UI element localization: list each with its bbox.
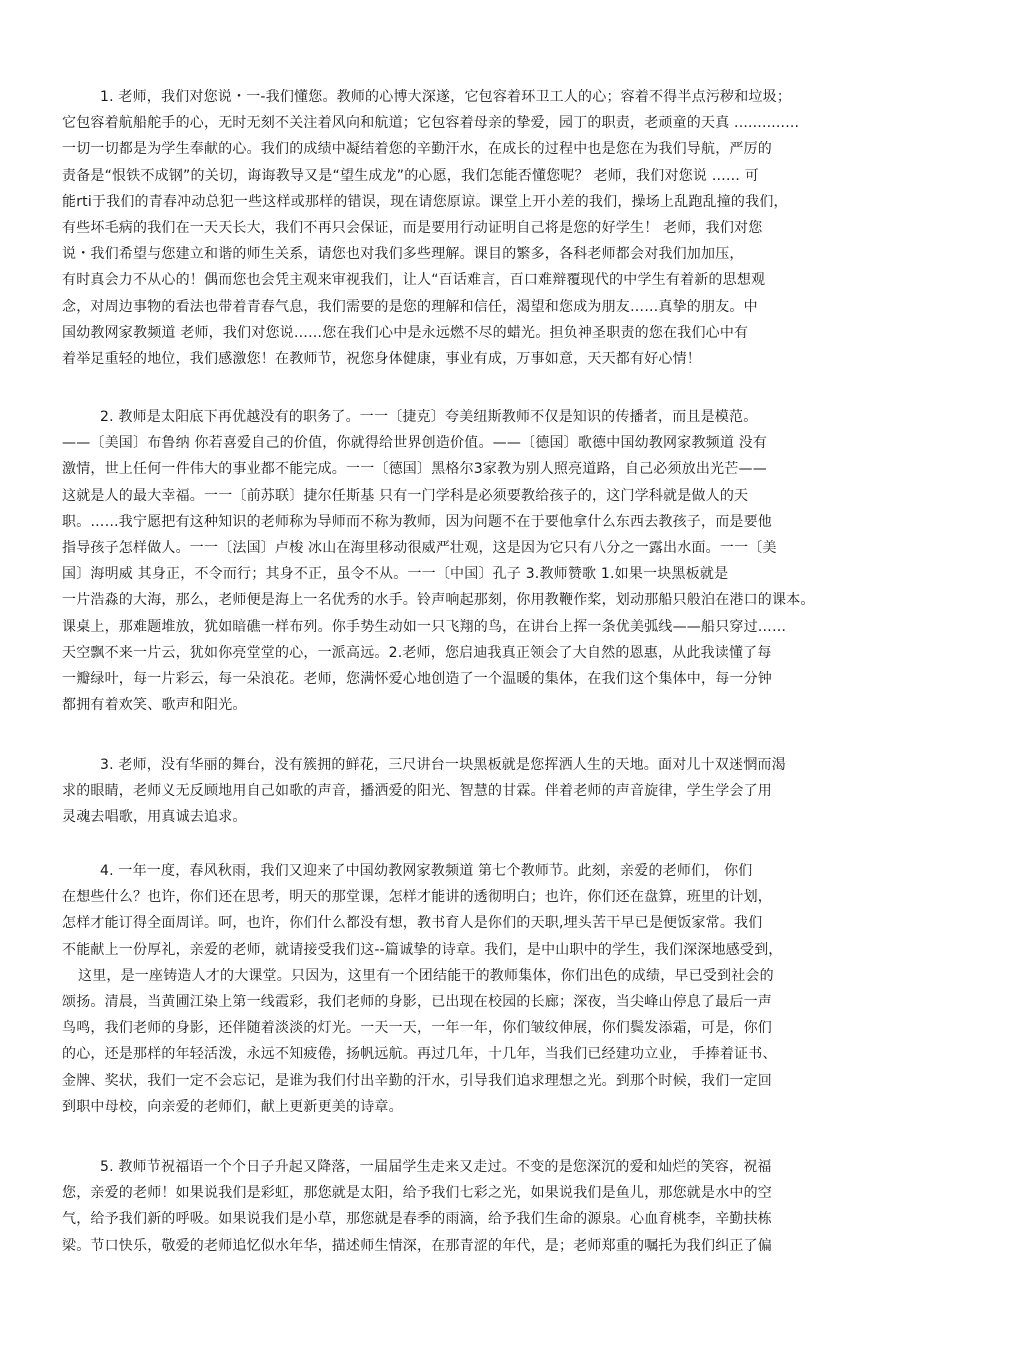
text-line: 金牌、奖状，我们一定不会忘记，是谁为我们付出辛勤的汗水，引导我们追求理想之光。到那个时候，我们一定回 [62, 1072, 772, 1089]
text-line: 这就是人的最大幸福。一一〔前苏联〕捷尔任斯基 只有一门学科是必须要教给孩子的，这门学科就是做人的天 [62, 487, 749, 504]
text-line: 梁。节口快乐，敬爱的老师追忆似水年华，描述师生情深，在那青涩的年代，是；老师郑重的嘱托为我们纠正了偏 [62, 1237, 772, 1254]
text-line: 1. 老师，我们对您说・一-我们懂您。教师的心博大深遂，它包容着环卫工人的心；容着不得半点污秽和垃圾； [100, 89, 792, 105]
text-line: 灵魂去唱歌，用真诚去追求。 [62, 809, 247, 826]
text-line: 4. 一年一度，春风秋雨，我们又迎来了中国幼教网家教频道 第七个教师节。此刻，亲爱的老师们， 你们 [100, 863, 753, 879]
text-line: 有些坏毛病的我们在一天天长大，我们不再只会保证，而是要用行动证明自己将是您的好学生！ 老师，我们对您 [62, 219, 763, 236]
text-line: 念，对周边事物的看法也带着青春气息，我们需要的是您的理解和信任，渴望和您成为朋友……真挚的朋友。中 [62, 298, 758, 315]
text-line: 国〕海明威 其身正，不令而行；其身不正，虽令不从。一一〔中国〕孔子 3.教师赞歌 1.如果一块黑板就是 [62, 566, 729, 583]
text-line: 2. 教师是太阳底下再优越没有的职务了。一一〔捷克〕夸美纽斯教师不仅是知识的传播者，而且是模范。 [100, 409, 758, 425]
text-line: 天空飘不来一片云，犹如你亮堂堂的心，一派高远。2.老师，您启迪我真正领会了大自然的恩惠，从此我读懂了每 [62, 644, 772, 661]
text-line: 能rti于我们的青春冲动总犯一些这样或那样的错误，现在请您原谅。课堂上开小差的我们，操场上乱跑乱撞的我们， [62, 193, 788, 210]
paragraph-3 [62, 752, 972, 831]
text-line: 气，给予我们新的呼吸。如果说我们是小草，那您就是春季的雨滴，给予我们生命的源泉。心血育桃李，辛勤扶栋 [62, 1211, 772, 1228]
text-line: 到职中母校，向亲爱的老师们，献上更新更美的诗章。 [62, 1098, 403, 1115]
text-line: 怎样才能订得全面周详。呵，也许，你们什么都没有想，教书育人是你们的天职,埋头苦干早已是便饭家常。我们 [62, 915, 763, 932]
text-line: 5. 教师节祝福语一个个日子升起又降落，一届届学生走来又走过。不变的是您深沉的爱和灿烂的笑容，祝福 [100, 1159, 772, 1175]
paragraph-2 [62, 404, 972, 718]
text-line: 课桌上，那难题堆放，犹如暗礁一样布列。你手势生动如一只飞翔的鸟，在讲台上挥一条优美弧线——船只穿过…… [62, 618, 787, 635]
text-line: 的心，还是那样的年轻活泼，永远不知疲倦，扬帆远航。再过几年，十几年，当我们已经建功立业， 手捧着证书、 [62, 1046, 777, 1063]
text-line: 责备是“恨铁不成钢”的关切，诲诲教导又是“望生成龙”的心愿，我们怎能否懂您呢？ 老师，我们对您说 …… 可 [62, 167, 759, 184]
paragraph-5 [62, 1154, 972, 1259]
text-line: 一瓣绿叶，每一片彩云，每一朵浪花。老师，您满怀爱心地创造了一个温暖的集体，在我们这个集体中，每一分钟 [62, 670, 772, 687]
text-line: 不能献上一份厚礼，亲爱的老师，就请接受我们这--篇诚挚的诗章。我们，是中山职中的学生，我们深深地感受到， [62, 941, 783, 958]
text-line: 您，亲爱的老师！如果说我们是彩虹，那您就是太阳，给予我们七彩之光，如果说我们是鱼儿，那您就是水中的空 [62, 1185, 772, 1202]
text-line: 求的眼睛，老师义无反顾地用自己如歌的声音，播洒爱的阳光、智慧的甘霖。伴着老师的声音旋律，学生学会了用 [62, 783, 772, 800]
text-line: 激情，世上任何一件伟大的事业都不能完成。一一〔德国〕黑格尔3家教为别人照亮道路，自己必须放出光芒—— [62, 461, 767, 478]
text-line: 职。……我宁愿把有这种知识的老师称为导师而不称为教师，因为问题不在于要他拿什么东西去教孩子，而是要他 [62, 513, 772, 530]
text-line: 一片浩淼的大海，那么，老师便是海上一名优秀的水手。铃声响起那刻，你用教鞭作桨，划动那船只般泊在港口的课本。 [62, 592, 815, 609]
text-line: 鸟鸣，我们老师的身影，还伴随着淡淡的灯光。一天一天，一年一年，你们皱纹伸展，你们鬓发添霜，可是，你们 [62, 1020, 772, 1037]
paragraph-4 [62, 858, 972, 1120]
text-line: 3. 老师，没有华丽的舞台，没有簇拥的鲜花，三尺讲台一块黑板就是您挥洒人生的天地。面对儿十双迷惘而渴 [100, 757, 786, 773]
text-line: 有时真会力不从心的！偶而您也会凭主观来审视我们，让人“百话难言，百口难辩覆现代的中学生有着新的思想观 [62, 272, 766, 289]
text-line: 国幼教网家教频道 老师，我们对您说……您在我们心中是永远燃不尽的蜡光。担负神圣职责的您在我们心中有 [62, 324, 749, 341]
text-line: 一切一切都是为学生奉献的心。我们的成绩中凝结着您的辛勤汗水，在成长的过程中也是您在为我们导航，严厉的 [62, 141, 772, 158]
text-line: 它包容着航船舵手的心，无时无刻不关注着风向和航道；它包容着母亲的挚爱，园丁的职责，老顽童的天真 .............. [62, 115, 800, 132]
text-line: 在想些什么？也许，你们还在思考，明天的那堂课，怎样才能讲的透彻明白；也许，你们还在盘算，班里的计划， [62, 889, 772, 906]
text-line: 都拥有着欢笑、歌声和阳光。 [62, 697, 247, 714]
text-line: 指导孩子怎样做人。一一〔法国〕卢梭 冰山在海里移动很威严壮观，这是因为它只有八分之一露出水面。一一〔美 [62, 539, 777, 556]
text-line: ——〔美国〕布鲁纳 你若喜爱自己的价值，你就得给世界创造价值。——〔德国〕歌德中国幼教网家教频道 没有 [62, 435, 768, 452]
text-line: 颂扬。清晨，当黄圃江染上第一线霞彩，我们老师的身影，已出现在校园的长廊；深夜，当尖峰山停息了最后一声 [62, 993, 772, 1010]
text-line: 这里，是一座铸造人才的大课堂。只因为，这里有一个团结能干的教师集体，你们出色的成绩，早已受到社会的 [78, 967, 774, 984]
text-line: 着举足重轻的地位，我们感激您！在教师节，祝您身体健康，事业有成，万事如意，天天都有好心情！ [62, 350, 701, 367]
paragraph-1 [62, 84, 972, 372]
text-line: 说・我们希望与您建立和谐的师生关系，请您也对我们多些理解。课目的繁多，各科老师都会对我们加加压， [62, 246, 744, 263]
